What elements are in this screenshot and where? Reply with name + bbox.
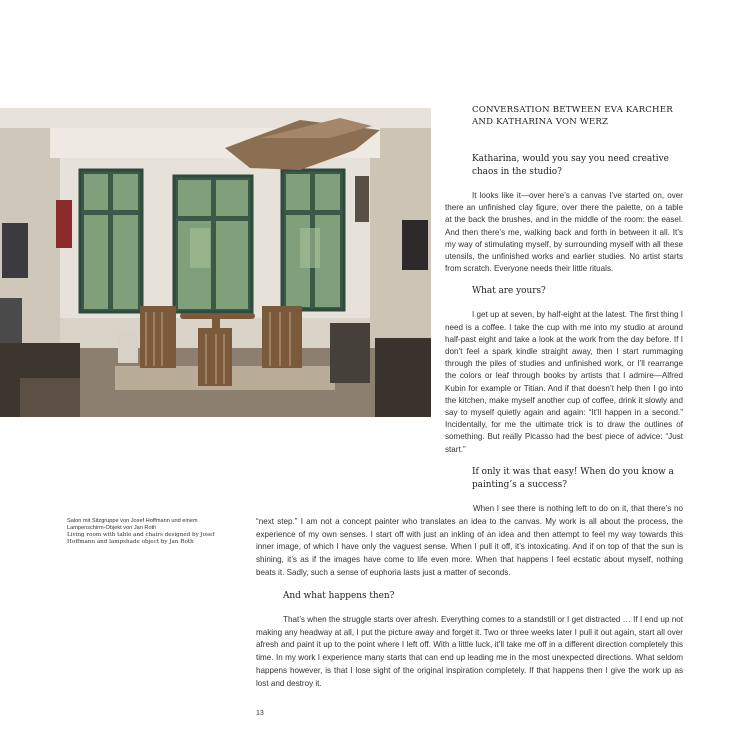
photo-caption (67, 518, 217, 546)
interview-answer: That’s when the struggle starts over afresh. Everything comes to a standstill or I get distracted … If I end up not making any headway at all, I put the picture away and forget it. Two or three weeks later I pull it out again, start all over afresh and paint it up to the point where I left off. With a little luck, it’ll take me off in a different direction completely this time. In my work I experience many starts that can end up leading me in the most unexpected directions. What seldom happens however, is that I lose sight of the original inspiration completely. If that happens then I give the work up as lost and destroy it. (256, 614, 683, 688)
interview-question: Katharina, would you say you need creative chaos in the studio? (472, 154, 669, 177)
living-room-photo (0, 108, 431, 417)
interview-question: And what happens then? (283, 590, 395, 601)
article-column-right (445, 104, 683, 492)
article-heading (472, 104, 683, 128)
page-number: 13 (256, 710, 264, 717)
caption-german: Salon mit Sitzgruppe von Josef Hoffmann und einem Lampenschirm-Objekt von Jan Roth (67, 518, 198, 531)
living-room-illustration (0, 108, 431, 417)
article-column-wide (256, 503, 683, 691)
interview-answer: I get up at seven, by half-eight at the latest. The first thing I need is a coffee. I take the cup with me into my studio at around half-past eight and take a look at the work from the day before. If I don’t feel a spark kindle straight away, then I start rummaging through the piles of studies and unfinished work, or I’ll rearrange the colors or leaf through books by artists that I admire—Alfred Kubin for example or Titian. And if that doesn’t help then I go into the kitchen, make myself another cup of coffee, drink it slowly and say to myself quietly again and again: “It’ll happen in a second.” Incidentally, for me the ultimate trick is to draw the outlines of something. But really Picasso had the best piece of advice: “Just start.” (445, 310, 683, 454)
heading-line-2: AND KATHARINA VON WERZ (472, 117, 609, 127)
heading-line-1: CONVERSATION BETWEEN EVA KARCHER (472, 105, 673, 115)
interview-question: If only it was that easy! When do you know a painting’s a success? (472, 466, 674, 490)
caption-english: Living room with table and chairs designed by Josef Hoffmann and lampshade object by Jan Roth (67, 532, 215, 545)
interview-answer: When I see there is nothing left to do on it, that there’s no “next step.” I am not a concept painter who translates an idea to the canvas. My work is all about the process, the experience of my own senses. I start off with just an inkling of an idea and then attempt to feel my way towards this inner image, of which I have only the vaguest sense. When I pull it off, it’s intoxicating. And if on top of that the sun is shining, it’s as if the images have come to life even more. When that happens I feel ecstatic about myself, nothing beats it. Sadly, such a sense of euphoria lasts just a matter of seconds. (256, 504, 683, 577)
interview-answer: It looks like it—over here’s a canvas I’ve started on, over there an unfinished clay figure, over there the palette, on a table at the back the brushes, and in the middle of the room: the easel. And then there’s me, walking back and forth in between it all. It’s my way of stimulating myself, by surrounding myself with all these utensils, the unfinished works and earlier studies. No artist starts from scratch. Everyone needs their little rituals. (445, 191, 683, 274)
interview-question: What are yours? (472, 286, 546, 297)
